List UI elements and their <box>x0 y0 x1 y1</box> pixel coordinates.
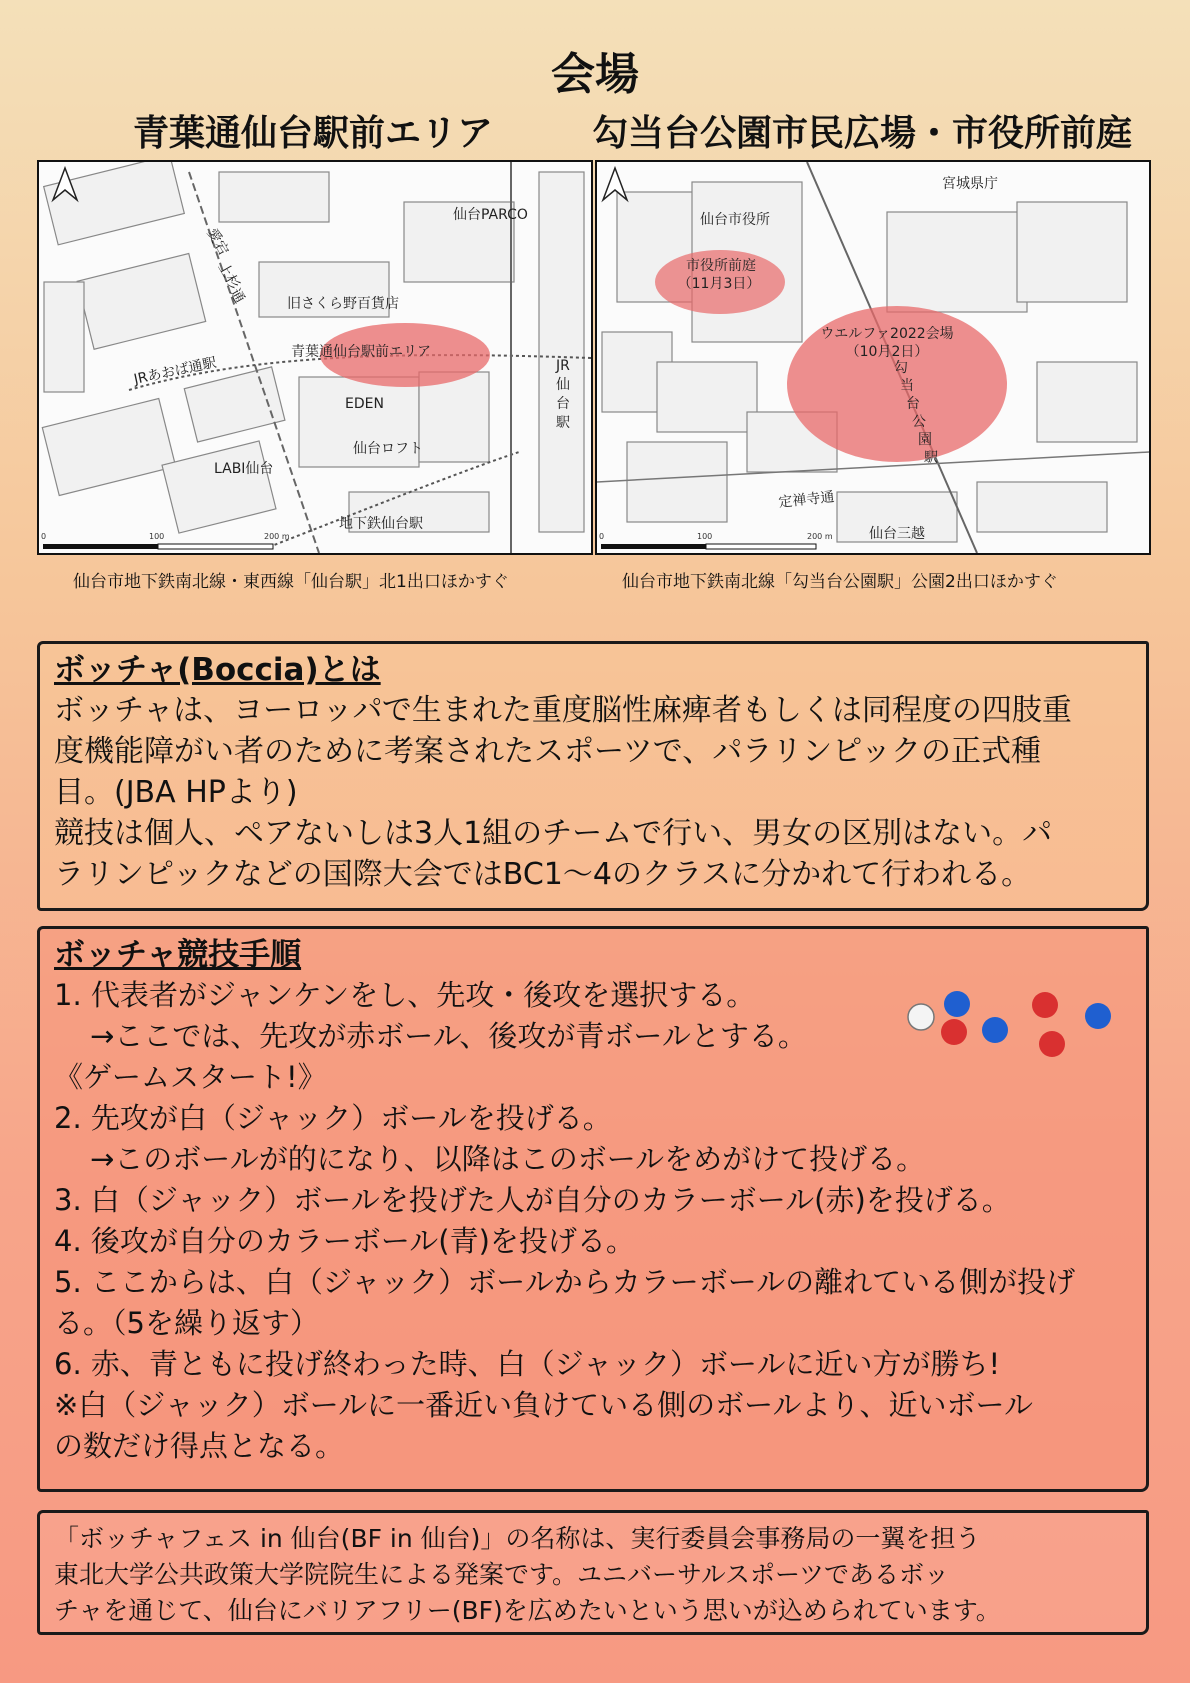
white-jack-ball-icon <box>908 1004 934 1030</box>
label-front-garden-date: （11月3日） <box>677 276 761 292</box>
about-line: 度機能障がい者のために考案されたスポーツで、パラリンピックの正式種 <box>54 734 1041 769</box>
label-koutoudai-1: 勾 <box>894 360 908 376</box>
about-line: 目。(JBA HPより) <box>54 775 298 810</box>
blue-ball-icon <box>982 1017 1008 1043</box>
scale-label-200: 200 m <box>807 532 833 541</box>
red-ball-icon <box>1032 992 1058 1018</box>
note-line: チャを通じて、仙台にバリアフリー(BF)を広めたいという思いが込められています。 <box>54 1596 1001 1625</box>
scale-label-0: 0 <box>41 532 47 541</box>
map-aoba-area[interactable] <box>37 160 593 555</box>
red-ball-icon <box>1039 1031 1065 1057</box>
venue-heading-aoba: 青葉通仙台駅前エリア <box>133 113 494 154</box>
step-line: る。（5を繰り返す） <box>54 1306 319 1340</box>
step-line: ※白（ジャック）ボールに一番近い負けている側のボールより、近いボール <box>54 1388 1033 1422</box>
venue-heading-koutoudai: 勾当台公園市民広場・市役所前庭 <box>592 113 1133 154</box>
naming-note-section <box>37 1510 1149 1635</box>
label-highlight-aoba: 青葉通仙台駅前エリア <box>291 344 431 360</box>
note-line: 「ボッチャフェス in 仙台(BF in 仙台)」の名称は、実行委員会事務局の一翼を担う <box>54 1524 981 1553</box>
section-title: ボッチャ(Boccia)とは <box>54 652 381 688</box>
blue-ball-icon <box>944 991 970 1017</box>
about-line: ボッチャは、ヨーロッパで生まれた重度脳性麻痺者もしくは同程度の四肢重 <box>54 693 1072 728</box>
about-line: ラリンピックなどの国際大会ではBC1～4のクラスに分かれて行われる。 <box>54 857 1032 892</box>
step-line: 4. 後攻が自分のカラーボール(青)を投げる。 <box>54 1224 635 1258</box>
step-line: 3. 白（ジャック）ボールを投げた人が自分のカラーボール(赤)を投げる。 <box>54 1183 1011 1217</box>
boccia-balls-illustration <box>905 990 1115 1060</box>
scale-label-0: 0 <box>599 532 605 541</box>
step-line: 2. 先攻が白（ジャック）ボールを投げる。 <box>54 1101 612 1135</box>
label-atago-3: 通 <box>226 286 248 307</box>
scale-label-100: 100 <box>697 532 713 541</box>
scale-bar <box>601 544 706 549</box>
access-caption-aoba: 仙台市地下鉄南北線・東西線「仙台駅」北1出口ほかすぐ <box>73 572 509 592</box>
label-koutoudai-3: 台 <box>906 396 920 412</box>
label-pref-office: 宮城県庁 <box>942 176 998 192</box>
label-loft: 仙台ロフト <box>353 441 423 457</box>
label-koutoudai-6: 駅 <box>924 450 938 466</box>
label-city-hall: 仙台市役所 <box>700 212 770 228</box>
label-welfare-date: （10月2日） <box>845 344 929 360</box>
label-atago: 愛宕 <box>203 226 232 259</box>
label-jr-2: 仙 <box>556 377 570 393</box>
red-ball-icon <box>941 1019 967 1045</box>
scale-label-100: 100 <box>149 532 165 541</box>
scale-bar <box>43 544 158 549</box>
label-welfare: ウエルファ2022会場 <box>820 326 954 342</box>
label-sakuranoya: 旧さくら野百貨店 <box>287 296 399 312</box>
label-atago-2: 上杉 <box>214 260 243 293</box>
blue-ball-icon <box>1085 1003 1111 1029</box>
label-front-garden: 市役所前庭 <box>686 258 756 274</box>
north-arrow-icon <box>603 168 627 200</box>
label-koutoudai-5: 園 <box>918 432 932 448</box>
label-koutoudai-4: 公 <box>912 414 926 430</box>
section-title: ボッチャ競技手順 <box>54 937 302 973</box>
access-caption-koutoudai: 仙台市地下鉄南北線「勾当台公園駅」公園2出口ほかすぐ <box>622 572 1058 592</box>
step-line: 6. 赤、青ともに投げ終わった時、白（ジャック）ボールに近い方が勝ち! <box>54 1347 1001 1381</box>
step-line: 《ゲームスタート!》 <box>54 1060 327 1094</box>
label-mitsukoshi: 仙台三越 <box>869 526 925 542</box>
label-jr-3: 台 <box>556 396 570 412</box>
label-jr-1: JR <box>556 358 570 374</box>
map-koutoudai-area[interactable] <box>595 160 1151 555</box>
label-eden: EDEN <box>345 396 384 412</box>
label-labi: LABI仙台 <box>214 461 274 477</box>
step-line: 1. 代表者がジャンケンをし、先攻・後攻を選択する。 <box>54 978 756 1012</box>
label-jozenji: 定禅寺通 <box>777 489 836 511</box>
step-line: →ここでは、先攻が赤ボール、後攻が青ボールとする。 <box>90 1019 807 1053</box>
step-line: 5. ここからは、白（ジャック）ボールからカラーボールの離れている側が投げ <box>54 1265 1076 1299</box>
step-line: →このボールが的になり、以降はこのボールをめがけて投げる。 <box>90 1142 926 1176</box>
label-jr-aoba: JRあおば通駅 <box>132 354 218 388</box>
label-parco: 仙台PARCO <box>453 207 528 223</box>
note-line: 東北大学公共政策大学院院生による発案です。ユニバーサルスポーツであるボッ <box>54 1560 950 1589</box>
scale-label-200: 200 m <box>264 532 290 541</box>
about-line: 競技は個人、ペアないしは3人1組のチームで行い、男女の区別はない。パ <box>54 816 1053 851</box>
label-jr-4: 駅 <box>556 415 570 431</box>
step-line: の数だけ得点となる。 <box>54 1429 345 1463</box>
page-title: 会場 <box>551 49 639 100</box>
boccia-about-section <box>37 641 1149 911</box>
label-koutoudai-2: 当 <box>900 378 914 394</box>
label-subway: 地下鉄仙台駅 <box>339 516 423 532</box>
